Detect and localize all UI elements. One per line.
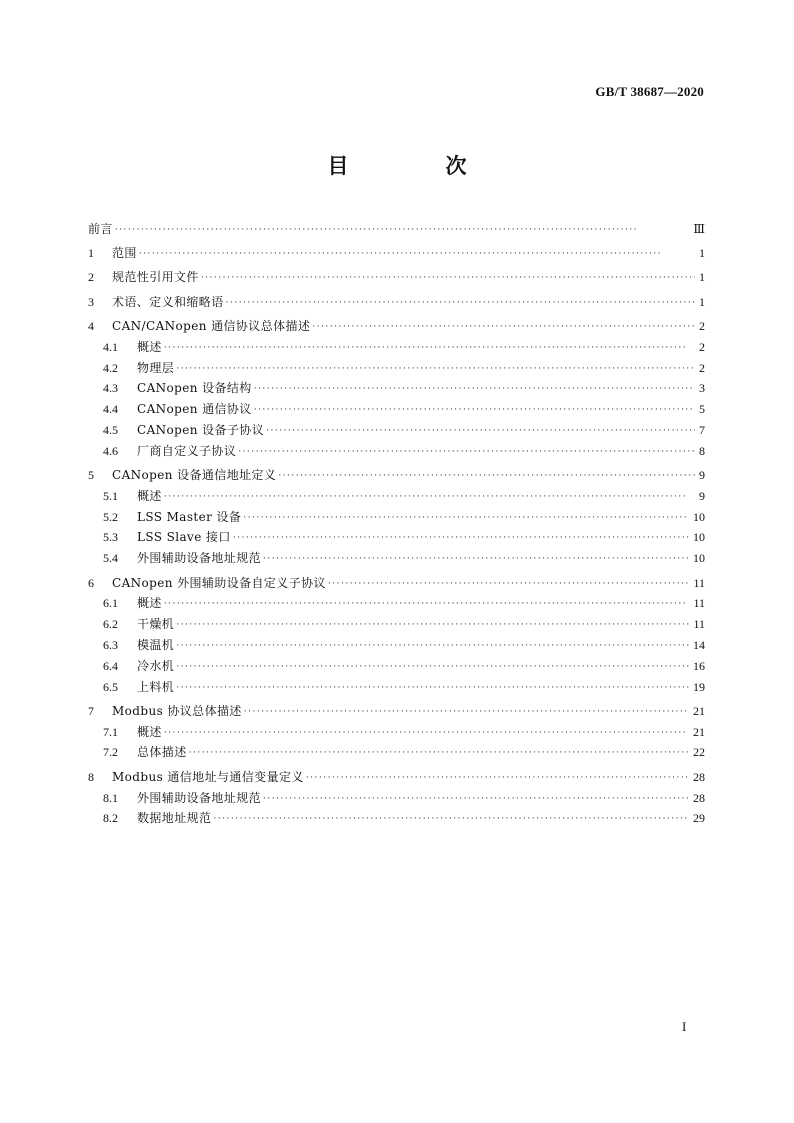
toc-entry[interactable] <box>88 396 705 417</box>
toc-entry-number: 7.1 <box>103 724 118 739</box>
toc-entry-number: 5.3 <box>103 530 118 545</box>
toc-entry-title: CANopen 设备子协议 <box>137 422 265 437</box>
toc-entry-page: 21 <box>693 724 705 739</box>
toc-entry-title: CANopen 外围辅助设备自定义子协议 <box>112 575 326 590</box>
toc-dot-leader <box>263 794 689 804</box>
toc-dot-leader <box>139 249 695 259</box>
toc-dot-leader <box>243 513 689 523</box>
toc-dot-leader <box>266 426 695 436</box>
toc-dot-leader <box>164 728 689 738</box>
toc-dot-leader <box>254 405 695 415</box>
toc-entry[interactable] <box>88 216 705 237</box>
toc-entry-page: 7 <box>699 422 705 437</box>
toc-entry-number: 5.2 <box>103 509 118 524</box>
toc-entry-number: 8.2 <box>103 811 118 826</box>
toc-entry[interactable] <box>88 376 705 397</box>
toc-entry-page: 3 <box>699 381 705 396</box>
toc-entry[interactable] <box>88 313 705 334</box>
toc-entry[interactable] <box>88 611 705 632</box>
toc-entry-title: 冷水机 <box>137 658 175 673</box>
toc-entry-page: 2 <box>699 339 705 354</box>
toc-entry[interactable] <box>88 698 705 719</box>
toc-entry-title: 前言 <box>88 221 113 236</box>
toc-entry[interactable] <box>88 674 705 695</box>
page-title: 目 次 <box>327 154 505 178</box>
toc-entry-page: 2 <box>699 360 705 375</box>
toc-entry[interactable] <box>88 545 705 566</box>
toc-entry[interactable] <box>88 740 705 761</box>
toc-dot-leader <box>238 447 695 457</box>
toc-entry-title: LSS Slave 接口 <box>137 530 231 545</box>
toc-entry[interactable] <box>88 591 705 612</box>
toc-dot-leader <box>226 298 695 308</box>
toc-entry-number: 4.4 <box>103 402 118 417</box>
toc-entry[interactable] <box>88 265 705 286</box>
toc-entry-title: 概述 <box>137 724 162 739</box>
toc-dot-leader <box>263 554 689 564</box>
toc-dot-leader <box>176 641 689 651</box>
toc-entry-page: 22 <box>693 745 705 760</box>
toc-entry-title: 模温机 <box>137 637 175 652</box>
toc-entry-number: 4.1 <box>103 339 118 354</box>
toc-entry-page: 1 <box>699 246 705 261</box>
page-number: I <box>682 1019 687 1034</box>
toc-entry[interactable] <box>88 289 705 310</box>
toc-entry[interactable] <box>88 764 705 785</box>
toc-dot-leader <box>176 662 689 672</box>
toc-entry-page: 11 <box>693 617 705 632</box>
toc-dot-leader <box>328 579 690 589</box>
toc-dot-leader <box>164 343 695 353</box>
toc-entry[interactable] <box>88 417 705 438</box>
toc-entry-page: 29 <box>693 811 705 826</box>
toc-entry-page: 9 <box>699 468 705 483</box>
toc-entry-page: 1 <box>699 294 705 309</box>
toc-entry-page: 5 <box>699 402 705 417</box>
toc-entry-title: CANopen 通信协议 <box>137 402 252 417</box>
toc-entry-number: 5.4 <box>103 551 118 566</box>
toc-dot-leader <box>233 533 689 543</box>
toc-dot-leader <box>306 773 689 783</box>
toc-entry-number: 4.6 <box>103 443 118 458</box>
toc-entry-page: 28 <box>693 769 705 784</box>
toc-entry-number: 4.5 <box>103 422 118 437</box>
toc-entry-page: 9 <box>699 488 705 503</box>
toc-entry[interactable] <box>88 653 705 674</box>
toc-dot-leader <box>115 225 690 235</box>
toc-entry-number: 6.4 <box>103 658 118 673</box>
toc-dot-leader <box>254 384 695 394</box>
toc-dot-leader <box>189 748 689 758</box>
toc-entry-number: 3 <box>88 294 94 309</box>
toc-entry-number: 2 <box>88 270 94 285</box>
toc-entry-title: 物理层 <box>137 360 175 375</box>
toc-entry-number: 6.5 <box>103 679 118 694</box>
toc-entry-page: 11 <box>693 575 705 590</box>
toc-dot-leader <box>312 322 695 332</box>
toc-entry-title: LSS Master 设备 <box>137 509 242 524</box>
toc-entry[interactable] <box>88 438 705 459</box>
toc-entry-page: 11 <box>693 596 705 611</box>
toc-dot-leader <box>176 683 689 693</box>
toc-entry-title: Modbus 协议总体描述 <box>112 703 242 718</box>
toc-entry-number: 8 <box>88 769 94 784</box>
toc-entry-title: 概述 <box>137 596 162 611</box>
toc-entry-page: 10 <box>693 509 705 524</box>
toc-entry[interactable] <box>88 483 705 504</box>
toc-entry-title: 厂商自定义子协议 <box>137 443 237 458</box>
toc-entry[interactable] <box>88 632 705 653</box>
toc-entry[interactable] <box>88 355 705 376</box>
toc-entry-title: 外围辅助设备地址规范 <box>137 551 262 566</box>
toc-entry[interactable] <box>88 570 705 591</box>
toc-entry-page: 16 <box>693 658 705 673</box>
toc-entry-title: CANopen 设备通信地址定义 <box>112 468 277 483</box>
toc-entry-page: 2 <box>699 318 705 333</box>
toc-entry-title: 范围 <box>112 246 137 261</box>
toc-entry-page: 1 <box>699 270 705 285</box>
toc-entry-page: 19 <box>693 679 705 694</box>
table-of-contents <box>88 216 705 826</box>
toc-entry[interactable] <box>88 504 705 525</box>
toc-dot-leader <box>201 273 695 283</box>
toc-entry-title: 数据地址规范 <box>137 811 212 826</box>
toc-entry-title: 概述 <box>137 339 162 354</box>
toc-entry[interactable] <box>88 462 705 483</box>
toc-entry-number: 8.1 <box>103 790 118 805</box>
toc-entry-number: 6.1 <box>103 596 118 611</box>
toc-dot-leader <box>164 492 695 502</box>
toc-entry-page: 14 <box>693 637 705 652</box>
toc-entry[interactable] <box>88 719 705 740</box>
toc-dot-leader <box>176 364 695 374</box>
toc-entry-number: 4.3 <box>103 381 118 396</box>
toc-entry-number: 4 <box>88 318 94 333</box>
toc-entry-title: 外围辅助设备地址规范 <box>137 790 262 805</box>
toc-entry-title: 干燥机 <box>137 617 175 632</box>
toc-entry[interactable] <box>88 806 705 827</box>
toc-dot-leader <box>213 814 689 824</box>
toc-entry-number: 5 <box>88 468 94 483</box>
toc-entry-title: CAN/CANopen 通信协议总体描述 <box>112 318 311 333</box>
toc-entry-number: 7 <box>88 703 94 718</box>
toc-entry-number: 7.2 <box>103 745 118 760</box>
toc-entry-title: 总体描述 <box>137 745 187 760</box>
toc-entry[interactable] <box>88 240 705 261</box>
toc-entry[interactable] <box>88 785 705 806</box>
toc-entry-page: 10 <box>693 551 705 566</box>
toc-entry-title: CANopen 设备结构 <box>137 381 252 396</box>
toc-entry-page: 28 <box>693 790 705 805</box>
toc-entry-number: 6 <box>88 575 94 590</box>
toc-entry-title: 上料机 <box>137 679 175 694</box>
toc-entry-page: 8 <box>699 443 705 458</box>
toc-entry-page: 21 <box>693 703 705 718</box>
toc-entry-number: 1 <box>88 246 94 261</box>
toc-dot-leader <box>176 620 689 630</box>
toc-entry[interactable] <box>88 334 705 355</box>
toc-entry-number: 6.3 <box>103 637 118 652</box>
toc-entry-number: 4.2 <box>103 360 118 375</box>
toc-entry-page: Ⅲ <box>693 221 705 236</box>
toc-entry[interactable] <box>88 525 705 546</box>
toc-entry-title: 概述 <box>137 488 162 503</box>
toc-entry-title: 规范性引用文件 <box>112 270 199 285</box>
toc-dot-leader <box>244 707 689 717</box>
toc-entry-title: 术语、定义和缩略语 <box>112 294 224 309</box>
toc-entry-number: 5.1 <box>103 488 118 503</box>
toc-dot-leader <box>164 599 690 609</box>
toc-dot-leader <box>278 471 695 481</box>
standard-number: GB/T 38687—2020 <box>595 84 704 99</box>
toc-entry-title: Modbus 通信地址与通信变量定义 <box>112 769 304 784</box>
toc-entry-number: 6.2 <box>103 617 118 632</box>
toc-entry-page: 10 <box>693 530 705 545</box>
